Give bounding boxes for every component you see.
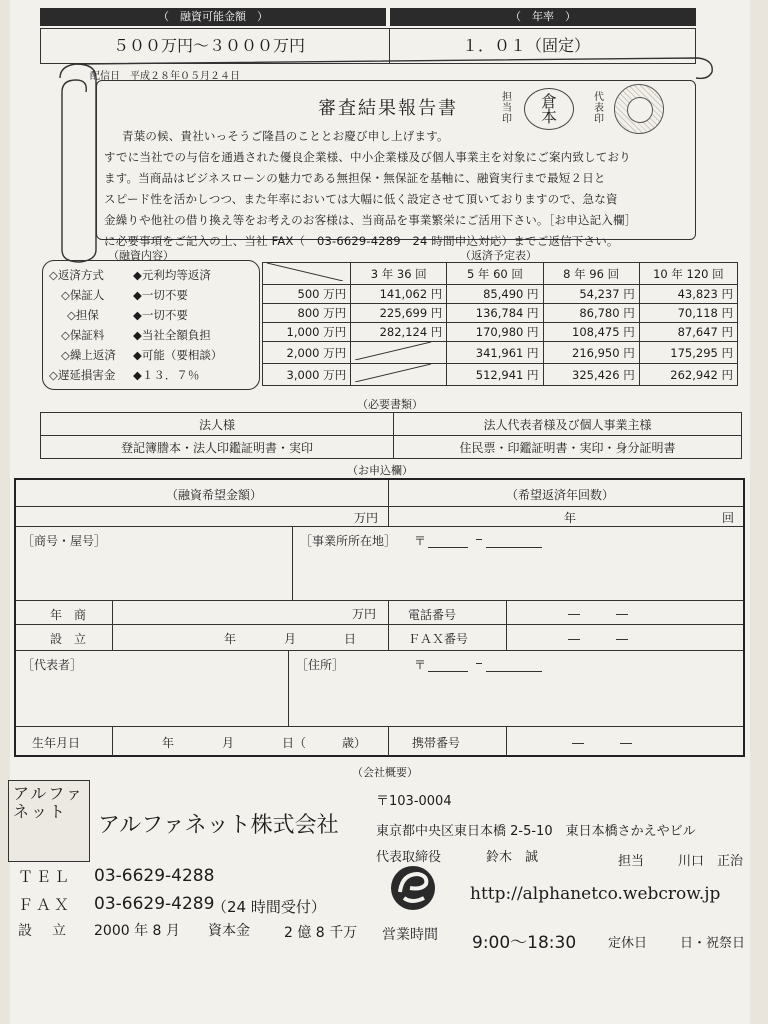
company-name-label: ［商号・屋号］ (22, 534, 107, 548)
desired-term-field[interactable] (392, 508, 740, 524)
dash-separator: ― ― (572, 736, 633, 750)
diagonal-line (267, 263, 343, 281)
repayment-title: （返済予定表） (460, 249, 537, 262)
rep-title: 代表取締役 (376, 850, 442, 865)
staff-title: 担当 (618, 854, 645, 869)
hours-label: 営業時間 (382, 927, 438, 943)
tel-number[interactable]: 03-6629-4288 (94, 866, 215, 886)
repayment-cell: 341,961 円 (447, 342, 543, 364)
loan-cond-label: ◇返済方式 (49, 268, 104, 282)
postal-mark: 〒 (414, 534, 427, 548)
logo-text: アルファネット (13, 784, 85, 821)
repayment-cell: 43,823 円 (639, 285, 737, 304)
notice-title: 審査結果報告書 (318, 98, 458, 119)
fax-number[interactable]: 03-6629-4289 (94, 894, 215, 914)
repayment-col-header: 10 年 120 回 (639, 263, 737, 285)
diagonal-line (355, 364, 431, 382)
table-row (263, 342, 738, 364)
repayment-amount: 500 万円 (263, 285, 351, 304)
table-row (263, 304, 738, 323)
repayment-cell: 85,490 円 (447, 285, 543, 304)
fax-field[interactable] (508, 626, 740, 648)
company-name-field[interactable] (18, 528, 290, 598)
established-label-company: 設 立 (18, 923, 69, 939)
notice-line-1: 青葉の候、貴社いっそうご隆昌のこととお慶び申し上げます。 (122, 129, 449, 143)
birth-field[interactable] (114, 728, 386, 754)
docs-header-corporate: 法人様 (41, 413, 394, 436)
table-row (263, 364, 738, 386)
stamp1-text: 倉本 (540, 92, 557, 126)
birth-units: 年 月 日（ 歳） (162, 736, 367, 750)
table-row (263, 285, 738, 304)
phone-label: 電話番号 (408, 608, 457, 622)
application-form (14, 478, 745, 757)
amount-value: ５００万円～３０００万円 (40, 28, 390, 64)
repayment-amount: 800 万円 (263, 304, 351, 323)
fax-note: （24 時間受付） (212, 898, 326, 916)
repayment-cell: 70,118 円 (639, 304, 737, 323)
notice-line-4: スピード性を活かしつつ、また年率においては大幅に低く設定させて頂いておりますので、急な資 (104, 192, 618, 206)
phone-field[interactable] (508, 602, 740, 622)
holiday-label: 定休日 (608, 936, 648, 951)
business-hours: 9:00～18:30 (472, 933, 577, 953)
established-date: 2000 年 8 月 (94, 923, 180, 939)
loan-cond-value: ◆一切不要 (133, 288, 188, 302)
stamp2-label: 代表印 (594, 92, 604, 125)
representative-label: ［代表者］ (22, 658, 83, 672)
postal-mark: 〒 (414, 658, 427, 672)
docs-value-corporate: 登記簿謄本・法人印鑑証明書・実印 (41, 436, 394, 459)
capital-label: 資本金 (208, 923, 250, 939)
address-field[interactable] (292, 652, 740, 724)
repayment-corner (263, 263, 351, 285)
loan-cond-value: ◆元利均等返済 (133, 268, 211, 282)
mobile-label: 携帯番号 (412, 736, 461, 750)
repayment-cell: 216,950 円 (543, 342, 639, 364)
notice-line-2: すでに当社での与信を通過された優良企業様、中小企業様及び個人事業主を対象にご案内致しており (104, 150, 631, 164)
rep-name: 鈴木 誠 (486, 850, 539, 865)
loan-cond-value: ◆可能（要相談） (133, 348, 223, 362)
representative-field[interactable] (18, 652, 286, 724)
loan-cond-label: ◇保証料 (61, 328, 105, 342)
office-address-label: ［事業所所在地］ (300, 534, 397, 548)
repayment-col-header: 3 年 36 回 (351, 263, 447, 285)
stamp1-label: 担当印 (502, 92, 512, 125)
loan-cond-label: ◇遅延損害金 (49, 368, 116, 382)
fax-label-company: ＦＡＸ (18, 896, 73, 914)
repayment-cell: 136,784 円 (447, 304, 543, 323)
repayment-cell: 262,942 円 (639, 364, 737, 386)
notice-line-3: ます。当商品はビジネスローンの魅力である無担保・無保証を基軸に、融資実行まで最短２日と (104, 171, 606, 185)
unit-times: 回 (722, 511, 735, 525)
tel-label: ＴＥＬ (18, 868, 73, 886)
dash-separator: ― ― (568, 632, 629, 646)
repayment-cell-na (351, 342, 447, 364)
desired-amount-label: （融資希望金額） (166, 488, 263, 502)
rate-label: （ 年率 ） (390, 8, 696, 26)
issue-date: 配信日 平成２８年０５月２４日 (90, 71, 240, 82)
established-label: 設 立 (50, 632, 87, 646)
staff-name: 川口 正治 (678, 854, 744, 869)
application-title: （お申込欄） (347, 464, 413, 477)
birth-label: 生年月日 (32, 736, 81, 750)
established-field[interactable] (114, 626, 386, 648)
repayment-cell: 225,699 円 (351, 304, 447, 323)
loan-cond-value: ◆当社全額負担 (133, 328, 211, 342)
notice-line-5: 金繰りや他社の借り換え等をお考えのお客様は、当商品を事業繁栄にご活用下さい。［お申込記入欄］ (104, 213, 637, 227)
dash-separator: ― ― (568, 607, 629, 621)
amount-label: （ 融資可能金額 ） (40, 8, 386, 26)
rate-value: １．０１（固定） (390, 28, 696, 64)
repayment-amount: 1,000 万円 (263, 323, 351, 342)
repayment-cell: 282,124 円 (351, 323, 447, 342)
loan-cond-value: ◆１３．７％ (133, 368, 200, 382)
required-docs-title: （必要書類） (357, 398, 423, 411)
repayment-cell: 86,780 円 (543, 304, 639, 323)
established-units: 年 月 日 (224, 632, 357, 646)
company-seal-icon (614, 84, 664, 134)
address-label: ［住所］ (296, 658, 345, 672)
repayment-amount: 2,000 万円 (263, 342, 351, 364)
docs-value-individual: 住民票・印鑑証明書・実印・身分証明書 (394, 436, 742, 459)
unit-year: 年 (564, 511, 577, 525)
repayment-cell: 141,062 円 (351, 285, 447, 304)
annual-sales-label: 年 商 (50, 608, 87, 622)
repayment-col-header: 8 年 96 回 (543, 263, 639, 285)
annual-sales-unit: 万円 (352, 607, 377, 621)
repayment-cell: 54,237 円 (543, 285, 639, 304)
fax-label: ＦＡＸ番号 (408, 632, 469, 646)
company-name: アルファネット株式会社 (98, 813, 339, 838)
company-overview-title: （会社概要） (352, 766, 418, 779)
stamp-kuramoto (524, 88, 574, 130)
repayment-cell: 512,941 円 (447, 364, 543, 386)
desired-term-label: （希望返済年回数） (506, 488, 615, 502)
loan-cond-label: ◇担保 (67, 308, 99, 322)
repayment-cell: 87,647 円 (639, 323, 737, 342)
company-url[interactable]: http://alphanetco.webcrow.jp (470, 884, 721, 904)
holiday-value: 日・祝祭日 (680, 936, 746, 951)
company-emblem-icon (388, 862, 438, 914)
annual-sales-field[interactable] (114, 602, 386, 622)
loan-conditions-title: （融資内容） (108, 249, 174, 262)
repayment-col-header: 5 年 60 回 (447, 263, 543, 285)
repayment-cell: 108,475 円 (543, 323, 639, 342)
repayment-table (262, 262, 738, 386)
loan-conditions-box (42, 260, 260, 390)
loan-cond-label: ◇繰上返済 (61, 348, 116, 362)
office-address-field[interactable] (296, 528, 740, 598)
repayment-cell-na (351, 364, 447, 386)
company-postal: 〒103-0004 (376, 794, 452, 809)
notice-line-6: に必要事項をご記入の上、当社 FAX（ 03-6629-4289 24 時間申込対応）までご返信下さい。 (104, 234, 619, 248)
repayment-cell: 325,426 円 (543, 364, 639, 386)
repayment-cell: 170,980 円 (447, 323, 543, 342)
unit-man-yen: 万円 (354, 511, 379, 525)
loan-cond-value: ◆一切不要 (133, 308, 188, 322)
diagonal-line (355, 342, 431, 360)
required-docs-table (40, 412, 742, 459)
loan-cond-label: ◇保証人 (61, 288, 105, 302)
docs-header-individual: 法人代表者様及び個人事業主様 (394, 413, 742, 436)
repayment-amount: 3,000 万円 (263, 364, 351, 386)
capital-value: 2 億 8 千万 (284, 925, 358, 941)
desired-amount-field[interactable] (18, 508, 384, 524)
mobile-field[interactable] (508, 728, 740, 754)
company-logo (8, 780, 90, 862)
table-row (263, 323, 738, 342)
company-address: 東京都中央区東日本橋 2-5-10 東日本橋さかえやビル (376, 824, 696, 839)
repayment-cell: 175,295 円 (639, 342, 737, 364)
